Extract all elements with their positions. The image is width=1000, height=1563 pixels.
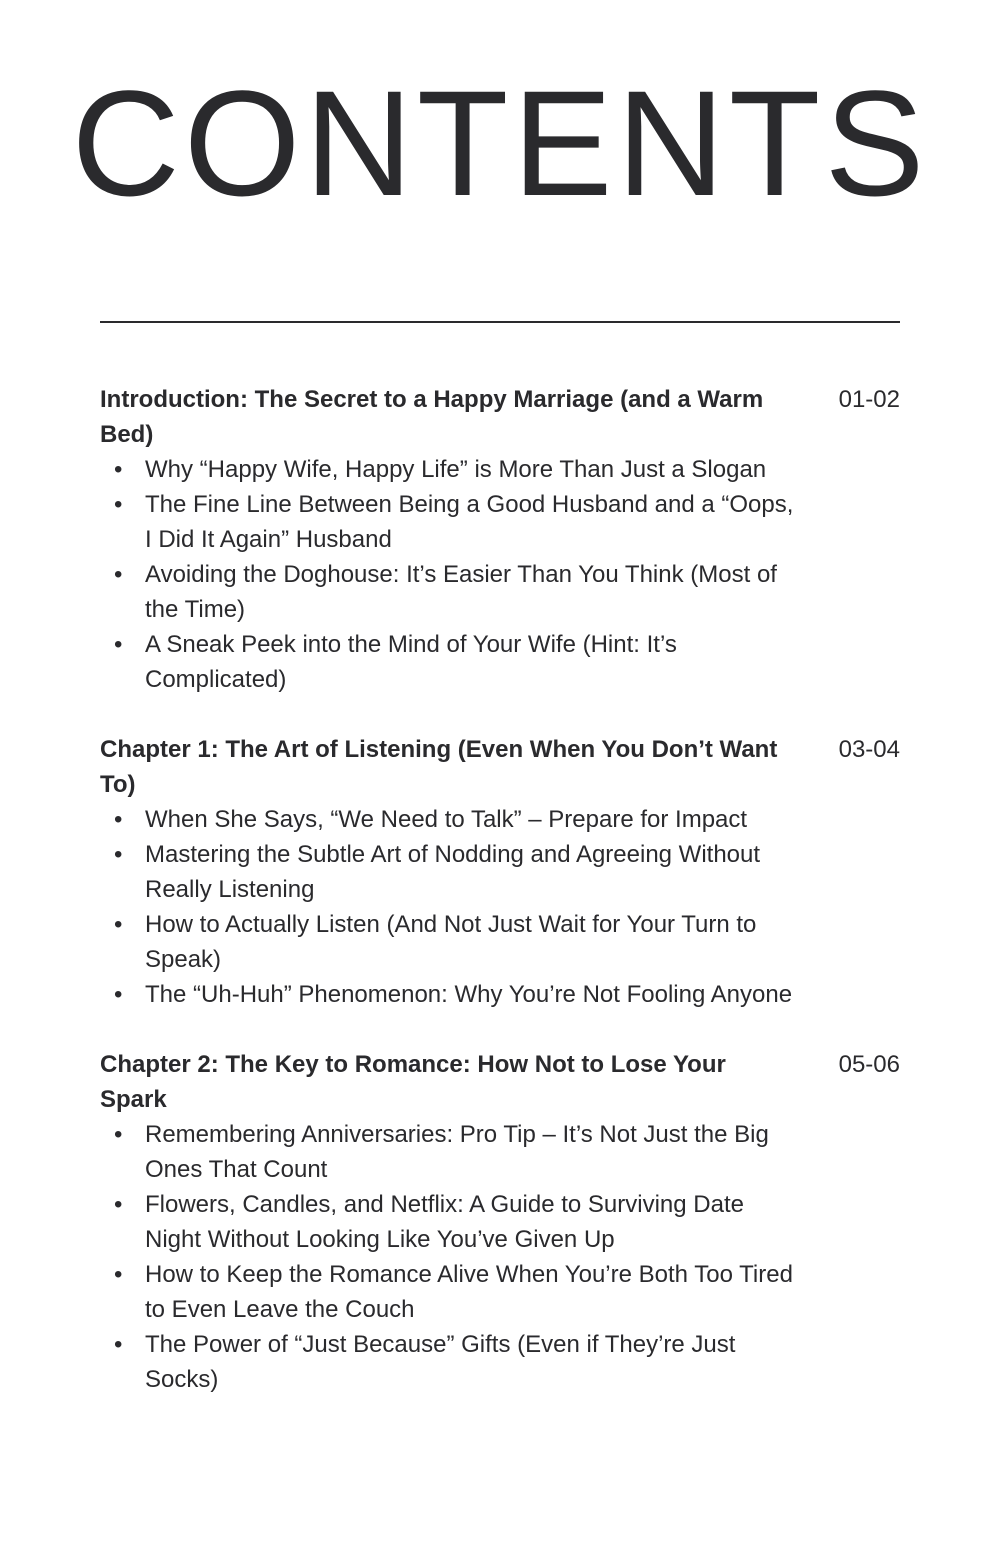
list-item — [100, 1117, 795, 1187]
list-item-text: Mastering the Subtle Art of Nodding and Agreeing Without Really Listening — [145, 841, 761, 903]
list-item-text: How to Actually Listen (And Not Just Wait for Your Turn to Speak) — [145, 911, 757, 973]
toc-section-introduction — [100, 382, 900, 697]
bullet-icon: • — [114, 1261, 123, 1288]
page-range: 01-02 — [838, 386, 900, 413]
section-heading: Chapter 1: The Art of Listening (Even When You Don’t Want To) — [100, 736, 778, 798]
list-item — [100, 627, 795, 697]
list-item — [100, 557, 795, 627]
bullet-icon: • — [114, 631, 123, 658]
section-heading: Chapter 2: The Key to Romance: How Not to Lose Your Spark — [100, 1051, 726, 1113]
list-item-text: How to Keep the Romance Alive When You’re Both Too Tired to Even Leave the Couch — [145, 1261, 793, 1323]
list-item-text: Flowers, Candles, and Netflix: A Guide to Surviving Date Night Without Looking Like You’ve Given Up — [145, 1191, 744, 1253]
bullet-icon: • — [114, 456, 123, 483]
list-item — [100, 802, 795, 837]
list-item-text: The Fine Line Between Being a Good Husband and a “Oops, I Did It Again” Husband — [145, 491, 794, 553]
list-item-text: The Power of “Just Because” Gifts (Even if They’re Just Socks) — [145, 1331, 736, 1393]
list-item — [100, 1257, 795, 1327]
list-item-text: Why “Happy Wife, Happy Life” is More Than Just a Slogan — [145, 456, 767, 483]
table-of-contents — [100, 382, 900, 1432]
toc-section-chapter-1 — [100, 732, 900, 1012]
section-item-list — [100, 802, 900, 1012]
list-item — [100, 452, 795, 487]
bullet-icon: • — [114, 561, 123, 588]
bullet-icon: • — [114, 981, 123, 1008]
list-item — [100, 1327, 795, 1397]
list-item — [100, 977, 795, 1012]
bullet-icon: • — [114, 841, 123, 868]
list-item — [100, 837, 795, 907]
list-item-text: Avoiding the Doghouse: It’s Easier Than You Think (Most of the Time) — [145, 561, 777, 623]
bullet-icon: • — [114, 491, 123, 518]
bullet-icon: • — [114, 1191, 123, 1218]
list-item-text: When She Says, “We Need to Talk” – Prepare for Impact — [145, 806, 748, 833]
section-heading: Introduction: The Secret to a Happy Marriage (and a Warm Bed) — [100, 386, 764, 448]
page-range: 03-04 — [838, 736, 900, 763]
page-range: 05-06 — [838, 1051, 900, 1078]
bullet-icon: • — [114, 806, 123, 833]
list-item-text: Remembering Anniversaries: Pro Tip – It’s Not Just the Big Ones That Count — [145, 1121, 769, 1183]
title-divider — [100, 321, 900, 323]
bullet-icon: • — [114, 1121, 123, 1148]
list-item — [100, 907, 795, 977]
section-item-list — [100, 1117, 900, 1397]
list-item — [100, 487, 795, 557]
list-item-text: A Sneak Peek into the Mind of Your Wife (Hint: It’s Complicated) — [145, 631, 677, 693]
list-item — [100, 1187, 795, 1257]
toc-section-chapter-2 — [100, 1047, 900, 1397]
bullet-icon: • — [114, 911, 123, 938]
bullet-icon: • — [114, 1331, 123, 1358]
list-item-text: The “Uh-Huh” Phenomenon: Why You’re Not Fooling Anyone — [145, 981, 793, 1008]
page-title: CONTENTS — [71, 59, 929, 227]
section-item-list — [100, 452, 900, 697]
